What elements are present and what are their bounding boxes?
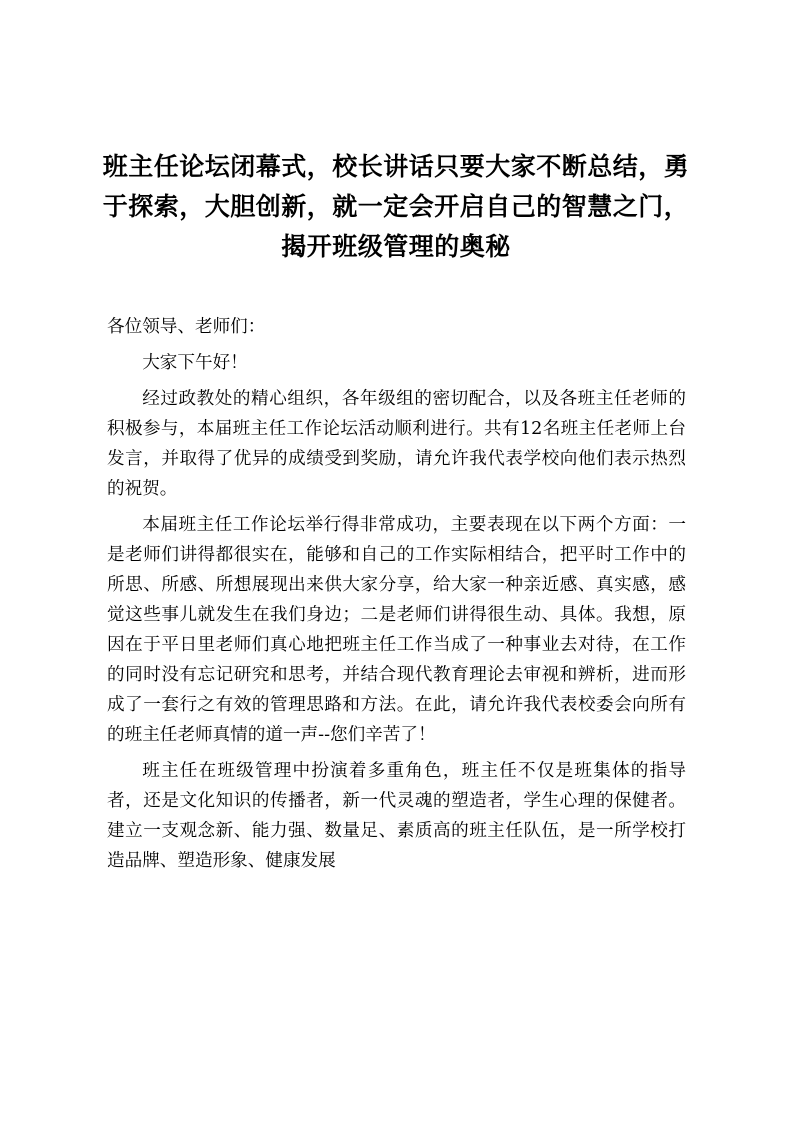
document-body bbox=[107, 312, 686, 882]
document-title: 班主任论坛闭幕式，校长讲话只要大家不断总结，勇于探索，大胆创新，就一定会开启自己的智慧之门，揭开班级管理的奥秘 bbox=[102, 152, 690, 261]
greeting: 大家下午好！ bbox=[142, 353, 248, 373]
salutation: 各位领导、老师们： bbox=[107, 317, 266, 337]
paragraph: 经过政教处的精心组织，各年级组的密切配合，以及各班主任老师的积极参与，本届班主任工作论坛活动顺利进行。共有12名班主任老师上台发言，并取得了优异的成绩受到奖励，请允许我代表学校向他们表示热烈的祝贺。 bbox=[107, 389, 686, 499]
paragraph: 班主任在班级管理中扮演着多重角色，班主任不仅是班集体的指导者，还是文化知识的传播者，新一代灵魂的塑造者，学生心理的保健者。建立一支观念新、能力强、数量足、素质高的班主任队伍，是一所学校打造品牌、塑造形象、健康发展 bbox=[107, 761, 686, 871]
paragraph: 本届班主任工作论坛举行得非常成功，主要表现在以下两个方面：一是老师们讲得都很实在，能够和自己的工作实际相结合，把平时工作中的所思、所感、所想展现出来供大家分享，给大家一种亲近感、真实感，感觉这些事儿就发生在我们身边；二是老师们讲得很生动、具体。我想，原因在于平日里老师们真心地把班主任工作当成了一种事业去对待，在工作的同时没有忘记研究和思考，并结合现代教育理论去审视和辨析，进而形成了一套行之有效的管理思路和方法。在此，请允许我代表校委会向所有的班主任老师真情的道一声--您们辛苦了！ bbox=[107, 515, 686, 745]
